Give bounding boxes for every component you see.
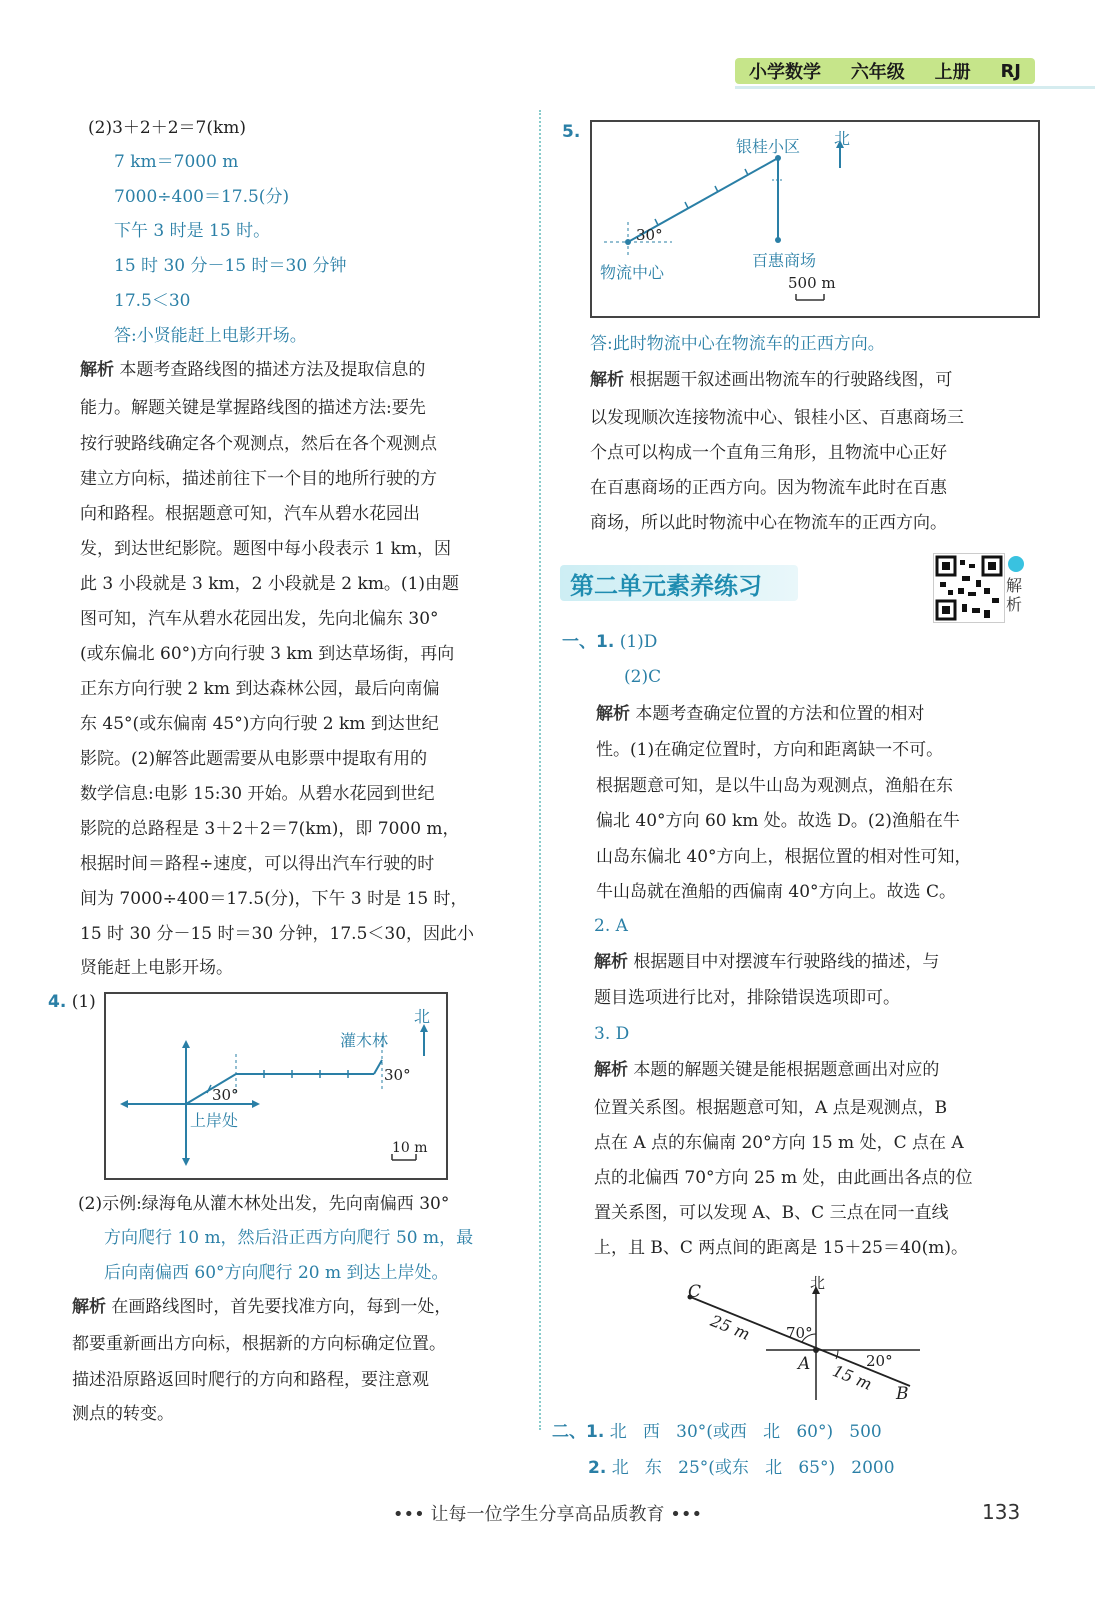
part1-analysis1-1: 性。(1)在确定位置时，方向和距离缺一不可。 (596, 740, 944, 760)
qr-code-svg (934, 554, 1004, 622)
abc-diagram (670, 1276, 930, 1410)
left-analysis-13: 影院的总路程是 3＋2＋2＝7(km)，即 7000 m， (80, 819, 460, 839)
section-title (560, 565, 798, 601)
left-analysis-2: 按行驶路线确定各个观测点，然后在各个观测点 (80, 434, 437, 454)
part1-analysis3-row-0 (594, 1060, 939, 1080)
left-line-5: 17.5＜30 (114, 291, 191, 311)
left-analysis-8: (或东偏北 60°)方向行驶 3 km 到达草场街，再向 (80, 644, 455, 664)
q4-angle-b: 30° (384, 1066, 411, 1084)
header-term: 上册 (934, 62, 971, 83)
q4-north-label: 北 (414, 1007, 431, 1026)
q5-baihui-label: 百惠商场 (752, 251, 817, 270)
q4-part1: (1) (71, 992, 96, 1012)
q5-scale-label: 500 m (788, 274, 836, 292)
left-line-3: 下午 3 时是 15 时。 (114, 221, 271, 241)
part1-q2: 2. A (594, 916, 628, 936)
part1-analysis2-row-0 (594, 952, 939, 972)
left-analysis-17: 贤能赶上电影开场。 (80, 958, 233, 978)
left-line-6: 答:小贤能赶上电影开场。 (114, 326, 307, 346)
q5-wuliu-label: 物流中心 (600, 263, 665, 282)
part1-analysis1-4: 山岛东偏北 40°方向上，根据位置的相对性可知， (596, 847, 972, 867)
left-analysis-0: 本题考查路线图的描述方法及提取信息的 (119, 360, 426, 380)
left-analysis-1: 能力。解题关键是掌握路线图的描述方法:要先 (80, 398, 426, 418)
part1-q3: 3. D (594, 1024, 630, 1044)
q4-diagram (104, 992, 448, 1180)
abc-c-label: C (688, 1282, 702, 1302)
q5-yingui-label: 银桂小区 (736, 137, 801, 156)
left-analysis-16: 15 时 30 分－15 时＝30 分钟，17.5＜30，因此小 (80, 924, 475, 944)
q4-analysis-3: 测点的转变。 (72, 1404, 174, 1424)
q5-analysis-row-0 (590, 370, 952, 390)
part1-analysis2-1: 题目选项进行比对，排除错误选项即可。 (594, 988, 900, 1008)
abc-b-label: B (896, 1384, 909, 1404)
part1-analysis2-0: 根据题目中对摆渡车行驶路线的描述，与 (633, 952, 940, 972)
header-underline (735, 86, 1095, 89)
part1-analysis3-4: 置关系图，可以发现 A、B、C 三点在同一直线 (594, 1203, 949, 1223)
part1-analysis3-label: 解析 (594, 1060, 628, 1080)
header-grade: 六年级 (850, 62, 905, 83)
left-line-0: (2)3＋2＋2＝7(km) (88, 118, 247, 138)
q5-analysis-label: 解析 (590, 370, 624, 390)
q5-analysis-2: 个点可以构成一个直角三角形，且物流中心正好 (590, 443, 947, 463)
part1-analysis2-label: 解析 (594, 952, 628, 972)
q4-shore-label: 上岸处 (190, 1111, 239, 1130)
part1-q1a-row (562, 632, 657, 652)
page-number: 133 (982, 1500, 1021, 1524)
part1-analysis3-0: 本题的解题关键是能根据题意画出对应的 (633, 1060, 940, 1080)
left-analysis-10: 东 45°(或东偏南 45°)方向行驶 2 km 到达世纪 (80, 714, 439, 734)
q4-num: 4. (48, 992, 67, 1012)
q5-answer: 答:此时物流中心在物流车的正西方向。 (590, 334, 885, 354)
part2-row1-text: 北 西 30°(或西 北 60°) 500 (609, 1422, 882, 1442)
left-analysis-9: 正东方向行驶 2 km 到达森林公园，最后向南偏 (80, 679, 440, 699)
left-analysis-11: 影院。(2)解答此题需要从电影票中提取有用的 (80, 749, 428, 769)
part1-analysis3-2: 点在 A 点的东偏南 20°方向 15 m 处，C 点在 A (594, 1133, 964, 1153)
header-edition: RJ (1000, 60, 1021, 82)
part1-analysis3-1: 位置关系图。根据题意可知，A 点是观测点，B (594, 1098, 948, 1118)
part1-analysis1-2: 根据题意可知，是以牛山岛为观测点，渔船在东 (596, 776, 953, 796)
qr-label: 解析 (1006, 576, 1023, 614)
q5-diagram (590, 120, 1040, 318)
left-analysis-3: 建立方向标，描述前往下一个目的地所行驶的方 (80, 469, 437, 489)
part2-row2 (588, 1458, 895, 1478)
left-line-4: 15 时 30 分－15 时＝30 分钟 (114, 256, 347, 276)
part1-q1b: (2)C (624, 667, 662, 687)
column-divider (539, 110, 541, 1430)
q5-north-label: 北 (834, 129, 851, 148)
abc-a-label: A (798, 1354, 811, 1374)
footer-slogan: ••• 让每一位学生分享高品质教育 ••• (392, 1504, 703, 1525)
part1-analysis1-5: 牛山岛就在渔船的西偏南 40°方向上。故选 C。 (596, 882, 956, 902)
q4-analysis-row-0 (72, 1297, 451, 1317)
part1-analysis-label: 解析 (596, 704, 630, 724)
q5-num: 5. (562, 122, 581, 142)
q4-part2-2: 后向南偏西 60°方向爬行 20 m 到达上岸处。 (104, 1263, 449, 1283)
part1-analysis3-5: 上，且 B、C 两点间的距离是 15＋25＝40(m)。 (594, 1238, 968, 1258)
header-band (735, 58, 1035, 84)
left-line-2: 7000÷400＝17.5(分) (114, 187, 290, 207)
part2-label: 二、1. (552, 1422, 605, 1442)
left-analysis-7: 图可知，汽车从碧水花园出发，先向北偏东 30° (80, 609, 439, 629)
q5-analysis-3: 在百惠商场的正西方向。因为物流车此时在百惠 (590, 478, 947, 498)
q4-scale-label: 10 m (392, 1140, 428, 1156)
abc-len-b: 15 m (829, 1361, 875, 1394)
q4-analysis-0: 在画路线图时，首先要找准方向，每到一处， (111, 1297, 452, 1317)
q5-analysis-1: 以发现顺次连接物流中心、银桂小区、百惠商场三 (590, 408, 964, 428)
abc-north-label: 北 (810, 1274, 826, 1292)
play-icon (1008, 556, 1024, 572)
q5-analysis-0: 根据题干叙述画出物流车的行驶路线图，可 (629, 370, 953, 390)
part1-analysis1-0: 本题考查确定位置的方法和位置的相对 (635, 704, 925, 724)
q4-angle-a: 30° (212, 1086, 239, 1104)
left-analysis-row-0 (80, 360, 425, 380)
left-analysis-label: 解析 (80, 360, 114, 380)
part2-row2-text: 北 东 25°(或东 北 65°) 2000 (611, 1458, 895, 1478)
abc-angle20: 20° (866, 1352, 893, 1370)
q4-analysis-2: 描述沿原路返回时爬行的方向和路程，要注意观 (72, 1370, 429, 1390)
left-analysis-15: 间为 7000÷400＝17.5(分)，下午 3 时是 15 时， (80, 889, 468, 909)
q4-part2-0: (2)示例:绿海龟从灌木林处出发，先向南偏西 30° (78, 1194, 450, 1214)
header-subject: 小学数学 (749, 62, 821, 83)
part2-row1 (552, 1422, 882, 1442)
left-analysis-6: 此 3 小段就是 3 km，2 小段就是 2 km。(1)由题 (80, 574, 460, 594)
part1-analysis3-3: 点的北偏西 70°方向 25 m 处，由此画出各点的位 (594, 1168, 973, 1188)
part1-analysis1-3: 偏北 40°方向 60 km 处。故选 D。(2)渔船在牛 (596, 811, 960, 831)
part2-label2: 2. (588, 1458, 607, 1478)
part1-q1a: (1)D (619, 632, 658, 652)
abc-diagram-svg (670, 1276, 930, 1410)
left-analysis-4: 向和路程。根据题意可知，汽车从碧水花园出 (80, 504, 420, 524)
q5-analysis-4: 商场，所以此时物流中心在物流车的正西方向。 (590, 513, 947, 533)
abc-angle70: 70° (786, 1324, 813, 1342)
q4-analysis-label: 解析 (72, 1297, 106, 1317)
part1-label: 一、1. (562, 632, 615, 652)
left-line-1: 7 km＝7000 m (114, 152, 239, 172)
q4-shrub-label: 灌木林 (340, 1031, 389, 1050)
q4-part2-1: 方向爬行 10 m，然后沿正西方向爬行 50 m，最 (104, 1228, 474, 1248)
left-analysis-12: 数学信息:电影 15:30 开始。从碧水花园到世纪 (80, 784, 435, 804)
part1-analysis1-row-0 (596, 704, 924, 724)
qr-code[interactable] (933, 553, 1005, 623)
q4-header (48, 992, 96, 1012)
left-analysis-5: 发，到达世纪影院。题图中每小段表示 1 km，因 (80, 539, 452, 559)
abc-len-c: 25 m (707, 1311, 753, 1344)
section-title-text: 第二单元素养练习 (570, 571, 762, 600)
left-analysis-14: 根据时间＝路程÷速度，可以得出汽车行驶的时 (80, 854, 435, 874)
q5-angle-label: 30° (636, 226, 663, 244)
q4-analysis-1: 都要重新画出方向标，根据新的方向标确定位置。 (72, 1334, 446, 1354)
